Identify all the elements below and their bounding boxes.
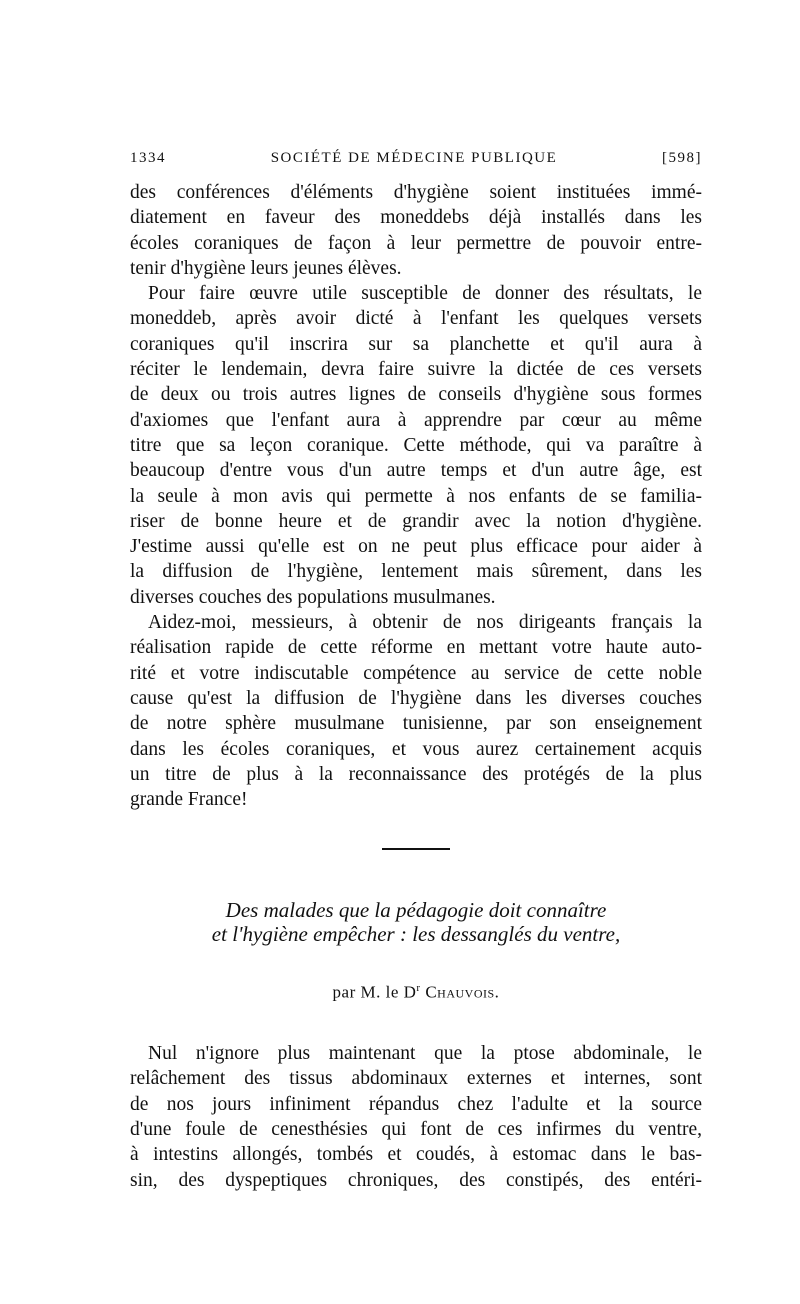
text-line: coraniques qu'il inscrira sur sa planchette et qu'il aura à bbox=[130, 333, 702, 355]
byline-author: Chauvois. bbox=[425, 983, 500, 1003]
text-line: rité et votre indiscutable compétence au service de cette noble bbox=[130, 662, 702, 684]
text-line: riser de bonne heure et de grandir avec la notion d'hygiène. bbox=[130, 510, 702, 532]
text-line: d'axiomes que l'enfant aura à apprendre par cœur au même bbox=[130, 409, 702, 431]
text-line: grande France! bbox=[130, 789, 248, 811]
text-line: de nos jours infiniment répandus chez l'adulte et la source bbox=[130, 1093, 702, 1115]
text-line: Nul n'ignore plus maintenant que la ptose abdominale, le bbox=[148, 1043, 702, 1065]
text-line: de notre sphère musulmane tunisienne, par son enseignement bbox=[130, 713, 702, 735]
text-line: Pour faire œuvre utile susceptible de donner des résultats, le bbox=[148, 283, 702, 305]
text-line: de deux ou trois autres lignes de conseils d'hygiène sous formes bbox=[130, 384, 702, 406]
text-line: la seule à mon avis qui permette à nos enfants de se familia- bbox=[130, 485, 702, 507]
text-line: réalisation rapide de cette réforme en mettant votre haute auto- bbox=[130, 637, 702, 659]
byline-superscript: r bbox=[416, 982, 421, 995]
text-line: diatement en faveur des moneddebs déjà installés dans les bbox=[130, 207, 702, 229]
running-head-title: SOCIÉTÉ DE MÉDECINE PUBLIQUE bbox=[270, 150, 558, 166]
running-head bbox=[130, 150, 702, 180]
paragraph-1 bbox=[130, 180, 702, 281]
article-title bbox=[130, 898, 702, 946]
text-line: un titre de plus à la reconnaissance des protégés de la plus bbox=[130, 763, 702, 785]
page-number: 1334 bbox=[130, 150, 166, 166]
book-page bbox=[130, 150, 702, 1193]
text-line: dans les écoles coraniques, et vous aurez certainement acquis bbox=[130, 738, 702, 760]
text-line: relâchement des tissus abdominaux externes et internes, sont bbox=[130, 1068, 702, 1090]
article-title-line: Des malades que la pédagogie doit connaître bbox=[225, 898, 607, 923]
text-line: beaucoup d'entre vous d'un autre temps et d'un autre âge, est bbox=[130, 460, 702, 482]
bracket-page-number: [598] bbox=[661, 150, 702, 166]
text-line: moneddeb, après avoir dicté à l'enfant les quelques versets bbox=[130, 308, 702, 330]
text-line: titre que sa leçon coranique. Cette méthode, qui va paraître à bbox=[130, 434, 702, 456]
text-line: réciter le lendemain, devra faire suivre la dictée de ces versets bbox=[130, 359, 702, 381]
text-line: à intestins allongés, tombés et coudés, à estomac dans le bas- bbox=[130, 1144, 702, 1166]
article-body bbox=[130, 1041, 702, 1193]
article-title-line: et l'hygiène empêcher : les dessanglés du ventre, bbox=[211, 922, 621, 947]
paragraph-2 bbox=[130, 281, 702, 610]
text-line: écoles coraniques de façon à leur permettre de pouvoir entre- bbox=[130, 232, 702, 254]
text-line: la diffusion de l'hygiène, lentement mais sûrement, dans les bbox=[130, 561, 702, 583]
byline bbox=[130, 982, 702, 1003]
text-line: cause qu'est la diffusion de l'hygiène dans les diverses couches bbox=[130, 687, 702, 709]
byline-prefix: par M. le D bbox=[332, 983, 417, 1003]
section-divider bbox=[382, 848, 450, 850]
text-line: d'une foule de cenesthésies qui font de ces infirmes du ventre, bbox=[130, 1118, 702, 1140]
text-line: Aidez-moi, messieurs, à obtenir de nos dirigeants français la bbox=[148, 612, 702, 634]
text-line: des conférences d'éléments d'hygiène soient instituées immé- bbox=[130, 182, 702, 203]
text-line: sin, des dyspeptiques chroniques, des constipés, des entéri- bbox=[130, 1169, 702, 1191]
text-line: J'estime aussi qu'elle est on ne peut plus efficace pour aider à bbox=[130, 536, 702, 558]
text-line: tenir d'hygiène leurs jeunes élèves. bbox=[130, 257, 402, 279]
text-line: diverses couches des populations musulmanes. bbox=[130, 586, 496, 608]
paragraph-3 bbox=[130, 610, 702, 812]
